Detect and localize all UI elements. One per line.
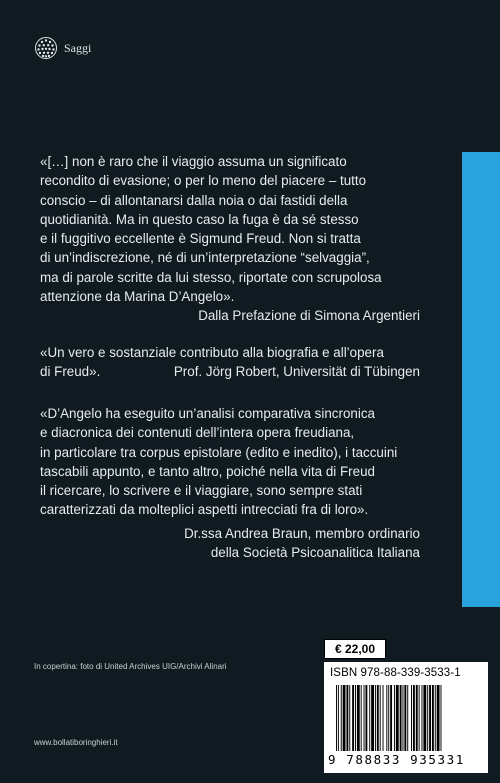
quote-line: e il fuggitivo eccellente è Sigmund Freud. Non si tratta: [40, 231, 361, 247]
cover-credit: In copertina: foto di United Archives UIG/Archivi Alinari: [34, 662, 227, 671]
quote-line: conscio – di allontanarsi dalla noia o dai fastidi della: [40, 192, 348, 208]
quote-robert: [40, 343, 420, 382]
publisher-logo: [34, 36, 91, 60]
quote-line: «Un vero e sostanziale contributo alla biografia e all’opera: [40, 345, 384, 360]
quote-line-end: di Freud».: [40, 364, 101, 380]
barcode: [336, 685, 478, 751]
quote-line: «[…] non è raro che il viaggio assuma un significato: [40, 154, 347, 169]
accent-band: [462, 152, 500, 607]
quote-attribution: Prof. Jörg Robert, Universität di Tübingen: [173, 364, 420, 380]
quote-line: e diacronica dei contenuti dell’intera opera freudiana,: [40, 425, 355, 441]
quote-line: attenzione da Marina D’Angelo».: [40, 289, 235, 305]
price-label: € 22,00: [324, 639, 386, 659]
quote-attribution: della Società Psicoanalitica Italiana: [210, 545, 420, 561]
quote-line: «D’Angelo ha eseguito un’analisi comparativa sincronica: [40, 406, 375, 421]
quote-line: caratterizzati da molteplici aspetti intrecciati fra di loro».: [40, 502, 369, 518]
barcode-digits: 9 788833 935331: [328, 752, 465, 767]
quote-line: di un’indiscrezione, né di un’interpretazione “selvaggia”,: [40, 250, 370, 266]
quote-line: quotidianità. Ma in questo caso la fuga è da sé stesso: [40, 211, 359, 227]
series-name: Saggi: [64, 40, 92, 55]
isbn-number: ISBN 978-88-339-3533-1: [330, 667, 461, 679]
quote-braun: [40, 404, 420, 562]
quote-attribution: Dalla Prefazione di Simona Argentieri: [198, 308, 420, 324]
quote-line: [40, 362, 420, 381]
quote-attribution: Dr.ssa Andrea Braun, membro ordinario: [184, 525, 420, 541]
globe-logo-icon: [34, 36, 58, 60]
quote-line: ma di parole scritte da lui stesso, riportate con scrupolosa: [40, 269, 382, 285]
isbn-barcode-box: [324, 662, 488, 773]
quote-line: recondito di evasione; o per lo meno del piacere – tutto: [40, 173, 367, 189]
quote-preface: [40, 152, 420, 326]
quote-line: in particolare tra corpus epistolare (edito e inedito), i taccuini: [40, 444, 398, 460]
quote-line: tascabili appunto, e tanto altro, poiché nella vita di Freud: [40, 463, 375, 479]
publisher-website: www.bollatiboringhieri.it: [34, 738, 118, 747]
quote-line: il ricercare, lo scrivere e il viaggiare, sono sempre stati: [40, 483, 363, 499]
